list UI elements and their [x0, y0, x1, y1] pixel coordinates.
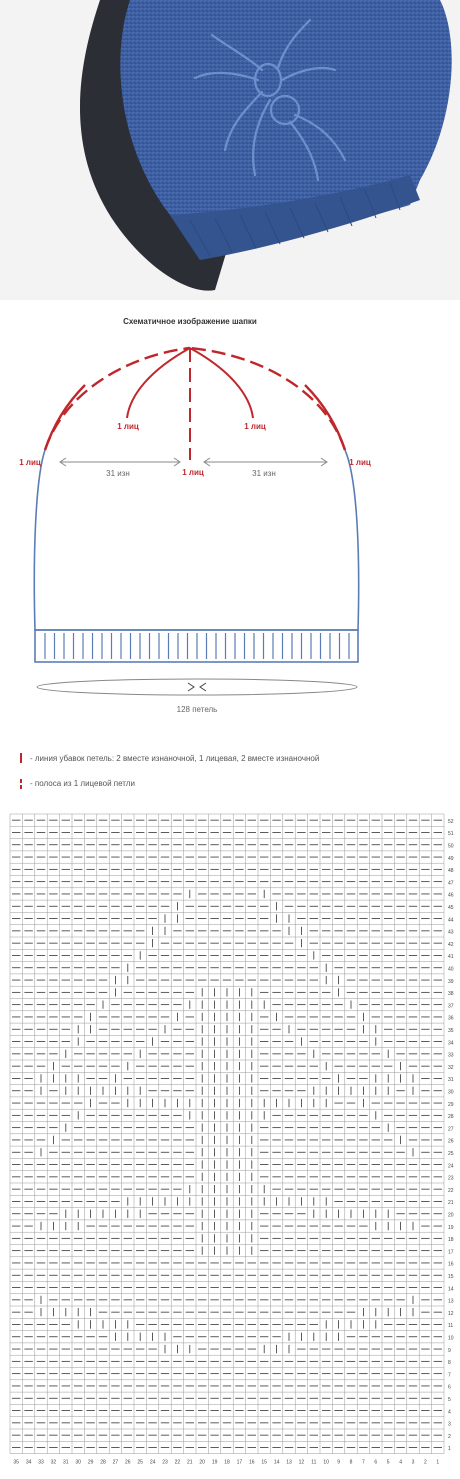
col-number: 10	[323, 1459, 329, 1466]
row-number: 28	[448, 1114, 454, 1121]
col-number: 15	[261, 1459, 267, 1466]
col-number: 34	[25, 1459, 32, 1466]
legend-stripe-text: - полоса из 1 лицевой петли	[30, 779, 135, 788]
col-number: 17	[236, 1459, 243, 1466]
label-knit-right: 1 лиц	[349, 458, 371, 467]
col-number: 32	[50, 1459, 57, 1466]
rib-lines	[45, 633, 349, 659]
col-number: 14	[273, 1459, 280, 1466]
col-number: 18	[224, 1459, 230, 1466]
row-number: 4	[448, 1409, 451, 1416]
row-number: 30	[448, 1089, 454, 1096]
row-number: 31	[448, 1077, 454, 1084]
label-width-left: 31 изн	[106, 469, 130, 478]
col-number: 8	[349, 1459, 353, 1466]
col-number: 20	[199, 1459, 205, 1466]
row-number: 27	[448, 1126, 454, 1133]
col-number: 25	[137, 1459, 143, 1466]
col-number: 12	[298, 1459, 305, 1466]
row-number: 50	[448, 843, 454, 850]
row-number: 43	[448, 929, 454, 936]
row-number: 49	[448, 855, 454, 862]
row-number: 6	[448, 1384, 451, 1391]
row-number: 52	[448, 818, 454, 825]
col-number: 29	[87, 1459, 94, 1466]
crown-right-solid	[305, 385, 345, 450]
col-number: 23	[162, 1459, 168, 1466]
row-number: 21	[448, 1200, 454, 1207]
col-number: 19	[211, 1459, 218, 1466]
row-number: 23	[448, 1175, 454, 1182]
col-number: 24	[149, 1459, 156, 1466]
row-number: 19	[448, 1224, 454, 1231]
row-number: 14	[448, 1286, 454, 1293]
legend-item-stripe	[20, 779, 135, 788]
chart-col-labels	[13, 1460, 439, 1466]
hat-photo-image	[0, 0, 460, 300]
crown-left-line	[45, 348, 190, 450]
row-number: 10	[448, 1335, 454, 1342]
label-knit-center: 1 лиц	[182, 468, 204, 477]
legend-solid-mark	[20, 753, 22, 763]
row-number: 16	[448, 1261, 454, 1268]
label-width-right: 31 изн	[252, 469, 276, 478]
legend-dashed-mark	[20, 779, 22, 783]
row-number: 7	[448, 1372, 451, 1379]
col-number: 35	[13, 1459, 19, 1466]
row-number: 26	[448, 1138, 454, 1145]
row-number: 46	[448, 892, 454, 899]
circumference-arrows	[188, 683, 206, 691]
hat-body-outline	[34, 450, 358, 630]
row-number: 36	[448, 1015, 454, 1022]
col-number: 28	[100, 1459, 106, 1466]
col-number: 6	[374, 1459, 378, 1466]
row-number: 42	[448, 941, 454, 948]
circumference-ellipse	[37, 679, 357, 695]
row-number: 22	[448, 1187, 454, 1194]
row-number: 33	[448, 1052, 454, 1059]
col-number: 7	[362, 1459, 365, 1466]
row-number: 18	[448, 1237, 454, 1244]
label-knit-left: 1 лиц	[19, 458, 41, 467]
row-number: 29	[448, 1101, 454, 1108]
label-knit-inner-left: 1 лиц	[117, 422, 139, 431]
row-number: 9	[448, 1347, 451, 1354]
col-number: 21	[187, 1459, 193, 1466]
crown-inner-left	[127, 348, 190, 418]
row-number: 12	[448, 1310, 454, 1317]
row-number: 15	[448, 1273, 454, 1280]
col-number: 16	[249, 1459, 255, 1466]
row-number: 35	[448, 1027, 454, 1034]
legend-decrease-text: - линия убавок петель: 2 вместе изнаночной, 1 лицевая, 2 вместе изнаночной	[30, 753, 320, 763]
hat-photo	[0, 0, 460, 300]
col-number: 9	[337, 1459, 340, 1466]
row-number: 5	[448, 1396, 451, 1403]
hat-schema	[0, 300, 460, 730]
row-number: 25	[448, 1150, 454, 1157]
row-number: 34	[448, 1040, 454, 1047]
col-number: 2	[424, 1459, 427, 1466]
knitting-chart	[0, 808, 460, 1474]
legend-item-decrease	[20, 753, 319, 763]
col-number: 11	[311, 1459, 317, 1466]
col-number: 33	[38, 1459, 44, 1466]
col-number: 1	[436, 1459, 440, 1466]
row-number: 17	[448, 1249, 454, 1256]
knitting-chart-grid	[0, 808, 460, 1474]
col-number: 30	[75, 1459, 81, 1466]
label-total-stitches: 128 петель	[176, 705, 218, 714]
row-number: 40	[448, 966, 454, 973]
col-number: 3	[411, 1459, 415, 1466]
label-knit-inner-right: 1 лиц	[244, 422, 266, 431]
row-number: 1	[448, 1446, 451, 1453]
row-number: 20	[448, 1212, 454, 1219]
crown-left-solid	[45, 385, 85, 450]
row-number: 11	[448, 1323, 454, 1330]
row-number: 41	[448, 954, 454, 961]
col-number: 26	[125, 1459, 131, 1466]
row-number: 8	[448, 1360, 451, 1367]
col-number: 13	[286, 1459, 292, 1466]
row-number: 3	[448, 1421, 451, 1428]
row-number: 39	[448, 978, 454, 985]
schema-title: Схематичное изображение шапки	[123, 317, 257, 326]
row-number: 47	[448, 880, 454, 887]
col-number: 27	[112, 1459, 119, 1466]
chart-row-labels	[448, 819, 454, 1452]
hat-schema-diagram	[0, 300, 460, 730]
chart-grid-lines	[10, 814, 444, 1454]
row-number: 44	[448, 917, 454, 924]
legend	[0, 735, 460, 805]
row-number: 51	[448, 831, 454, 838]
row-number: 2	[448, 1433, 451, 1440]
col-number: 22	[174, 1459, 181, 1466]
row-number: 45	[448, 904, 454, 911]
row-number: 48	[448, 868, 454, 875]
col-number: 5	[386, 1459, 390, 1466]
col-number: 4	[399, 1459, 402, 1466]
row-number: 24	[448, 1163, 454, 1170]
row-number: 37	[448, 1003, 454, 1010]
row-number: 32	[448, 1064, 454, 1071]
row-number: 38	[448, 991, 454, 998]
col-number: 31	[63, 1459, 69, 1466]
row-number: 13	[448, 1298, 454, 1305]
